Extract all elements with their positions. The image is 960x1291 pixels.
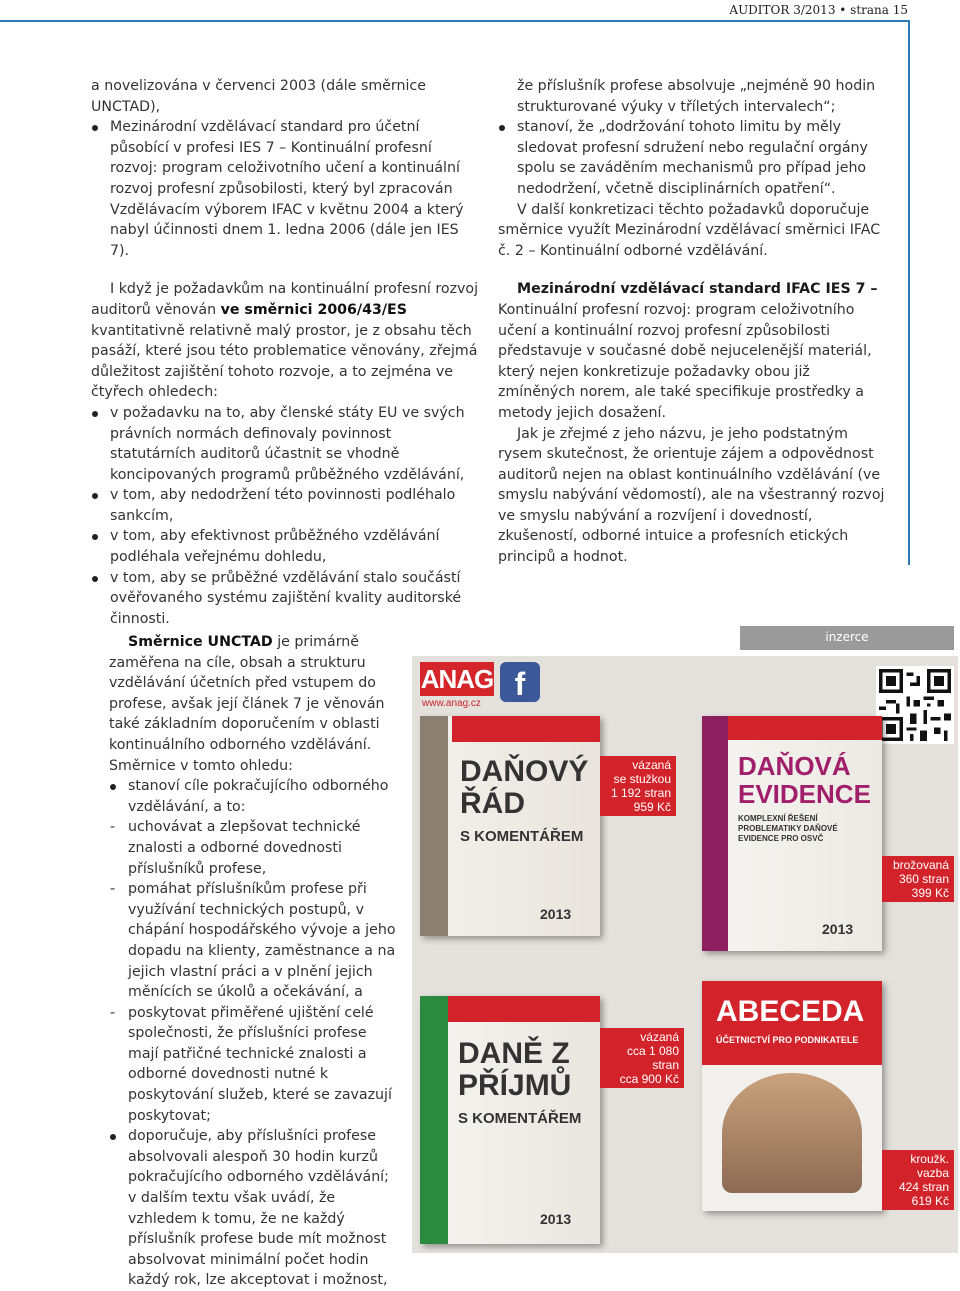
anag-url[interactable]: www.anag.cz bbox=[422, 698, 481, 709]
book-subtitle: S KOMENTÁŘEM bbox=[458, 1110, 582, 1127]
bullet-list bbox=[109, 776, 396, 817]
header-rule bbox=[0, 20, 908, 22]
price-tag: vázaná se stužkou 1 192 stran 959 Kč bbox=[600, 756, 676, 816]
column-lower-left bbox=[109, 632, 396, 1291]
anag-logo[interactable]: ANAG bbox=[420, 664, 494, 694]
book-year: 2013 bbox=[540, 906, 572, 922]
list-item: Mezinárodní vzdělávací standard pro účetní působící v profesi IES 7 – Kontinuální profesní rozvoj: program celoživotního učení a kontinuální rozvoj profesní způsobilosti, který byl zpracován Vzdělávacím výborem IFAC v květnu 2004 a který nabyl účinnosti dnem 1. ledna 2006 (dále jen IES 7). bbox=[91, 117, 481, 261]
list-item: v požadavku na to, aby členské státy EU ve svých právních normách definovaly povinnost statutárních auditorů účastnit se vhodně koncipovaných programů průběžného vzdělávání, bbox=[91, 403, 481, 485]
bullet-list bbox=[91, 403, 481, 630]
book-subtitle: ÚČETNICTVÍ PRO PODNIKATELE bbox=[716, 1035, 859, 1045]
book-year: 2013 bbox=[822, 921, 854, 937]
book-title: DAŇOVÝ ŘÁD bbox=[460, 755, 589, 820]
column-right bbox=[498, 76, 890, 568]
list-item: - pomáhat příslušníkům profese při využívání technických postupů, v chápání hospodářského vývoje a jeho dopadu na klienty, zaměstnance a na jejich vlastní práci a v plnění jejich měnících se úkolů a očekávání, a bbox=[109, 879, 396, 1003]
paragraph: I když je požadavkům na kontinuální profesní rozvoj auditorů věnován ve směrnici 2006/43/ES kvantitativně relativně malý prostor, je z obsahu těch pasáží, které jsou této problematice věnovány, zřejmá důležitost zajištění tohoto rozvoje, a to zejména ve čtyřech ohledech: bbox=[91, 281, 479, 401]
list-item: v tom, aby se průběžné vzdělávání stalo součástí ověřovaného systému zajištění kvality auditorské činnosti. bbox=[91, 568, 481, 630]
list-item: v tom, aby efektivnost průběžného vzdělávání podléhala veřejnému dohledu, bbox=[91, 526, 481, 567]
unctad-title: Směrnice UNCTAD bbox=[128, 634, 273, 650]
price-tag: vázaná cca 1 080 stran cca 900 Kč bbox=[600, 1028, 684, 1088]
book-title: ABECEDA bbox=[716, 995, 865, 1028]
book-cover-photo bbox=[722, 1073, 862, 1193]
price-tag: kroužk. vazba 424 stran 619 Kč bbox=[882, 1150, 954, 1210]
bullet-list bbox=[498, 117, 890, 199]
advertisement[interactable] bbox=[412, 656, 958, 1253]
paragraph: že příslušník profese absolvuje „nejméně 90 hodin strukturované výuky v tříletých intervalech“; bbox=[517, 78, 876, 115]
paragraph: Jak je zřejmé z jeho názvu, je jeho podstatným rysem skutečnost, že orientuje zájem a odpovědnost auditorů nejen na oblast kontinuálního vzdělávání (ve smyslu nabývání vědomostí), ale na všestranný rozvoj ve smyslu nabývání a rozvíjení i dovedností, zkušeností, odborné intuice a profesních etických principů a hodnot. bbox=[498, 425, 885, 566]
list-item: doporučuje, aby příslušníci profese absolvovali alespoň 30 hodin kurzů pokračujícího odborného vzdělávání; v dalším textu však uvádí, že vzhledem k tomu, že ne každý příslušník profese bude mít možnost absolvovat minimální počet hodin každý rok, lze akceptovat i možnost, bbox=[109, 1126, 396, 1291]
directive-ref: ve směrnici 2006/43/ES bbox=[220, 301, 407, 318]
bullet-list bbox=[109, 1126, 396, 1291]
price-tag: brožovaná 360 stran 399 Kč bbox=[882, 856, 954, 902]
standard-title: Mezinárodní vzdělávací standard IFAC IES 7 – bbox=[517, 281, 878, 298]
list-item: v tom, aby nedodržení této povinnosti podléhalo sankcím, bbox=[91, 485, 481, 526]
book-year: 2013 bbox=[540, 1211, 572, 1227]
book-title: DANĚ Z PŘÍJMŮ bbox=[458, 1037, 572, 1102]
ad-label: inzerce bbox=[740, 626, 954, 650]
paragraph: Mezinárodní vzdělávací standard IFAC IES 7 – Kontinuální profesní rozvoj: program celoživotního učení a kontinuální rozvoj profesní způsobilosti představuje v současné době nejucelenější materiál, který nejen konkretizuje požadavky obou již zmíněných norem, ale také specifikuje prostředky a metody jejich dosažení. bbox=[498, 281, 878, 421]
paragraph: a novelizována v červenci 2003 (dále směrnice UNCTAD), bbox=[91, 78, 426, 115]
qr-code-icon[interactable] bbox=[876, 666, 954, 744]
column-left bbox=[91, 76, 481, 629]
book-dane-z-prijmu[interactable] bbox=[420, 996, 600, 1244]
paragraph: V další konkretizaci těchto požadavků doporučuje směrnice využít Mezinárodní vzdělávací směrnici IFAC č. 2 – Kontinuální odborné vzdělávání. bbox=[498, 201, 881, 259]
list-item: stanoví, že „dodržování tohoto limitu by měly sledovat profesní sdružení nebo regulační orgány spolu se zaváděním mechanismů pro případ jeho nedodržení, včetně disciplinárních opatření“. bbox=[498, 117, 890, 199]
book-title: DAŇOVÁ EVIDENCE bbox=[738, 751, 871, 809]
book-subtitle: KOMPLEXNÍ ŘEŠENÍ PROBLEMATIKY DAŇOVÉ EVIDENCE PRO OSVČ bbox=[738, 814, 838, 843]
column-rule bbox=[908, 20, 910, 565]
list-item: - poskytovat přiměřené ujištění celé společnosti, že příslušníci profese mají patřičné technické znalosti a odborné dovednosti nutné k poskytování služeb, které se zavazují poskytovat; bbox=[109, 1003, 396, 1127]
book-subtitle: S KOMENTÁŘEM bbox=[460, 828, 584, 845]
list-item: - uchovávat a zlepšovat technické znalosti a odborné dovednosti příslušníků profese, bbox=[109, 817, 396, 879]
list-item: stanoví cíle pokračujícího odborného vzdělávání, a to: bbox=[109, 776, 396, 817]
header-text: AUDITOR 3/2013 • strana 15 bbox=[729, 3, 908, 17]
dash-list bbox=[109, 817, 396, 1126]
paragraph: Směrnice UNCTAD je primárně zaměřena na cíle, obsah a strukturu vzdělávání účetních před vstupem do profese, avšak její článek 7 je věnován také základním doporučením v oblasti kontinuálního odborného vzdělávání. Směrnice v tomto ohledu: bbox=[109, 634, 385, 774]
book-abeceda[interactable] bbox=[702, 981, 882, 1211]
book-danova-evidence[interactable] bbox=[702, 716, 882, 951]
bullet-list bbox=[91, 117, 481, 261]
page-header bbox=[0, 0, 908, 20]
book-danovy-rad[interactable] bbox=[420, 716, 600, 936]
facebook-icon[interactable]: f bbox=[500, 662, 540, 702]
